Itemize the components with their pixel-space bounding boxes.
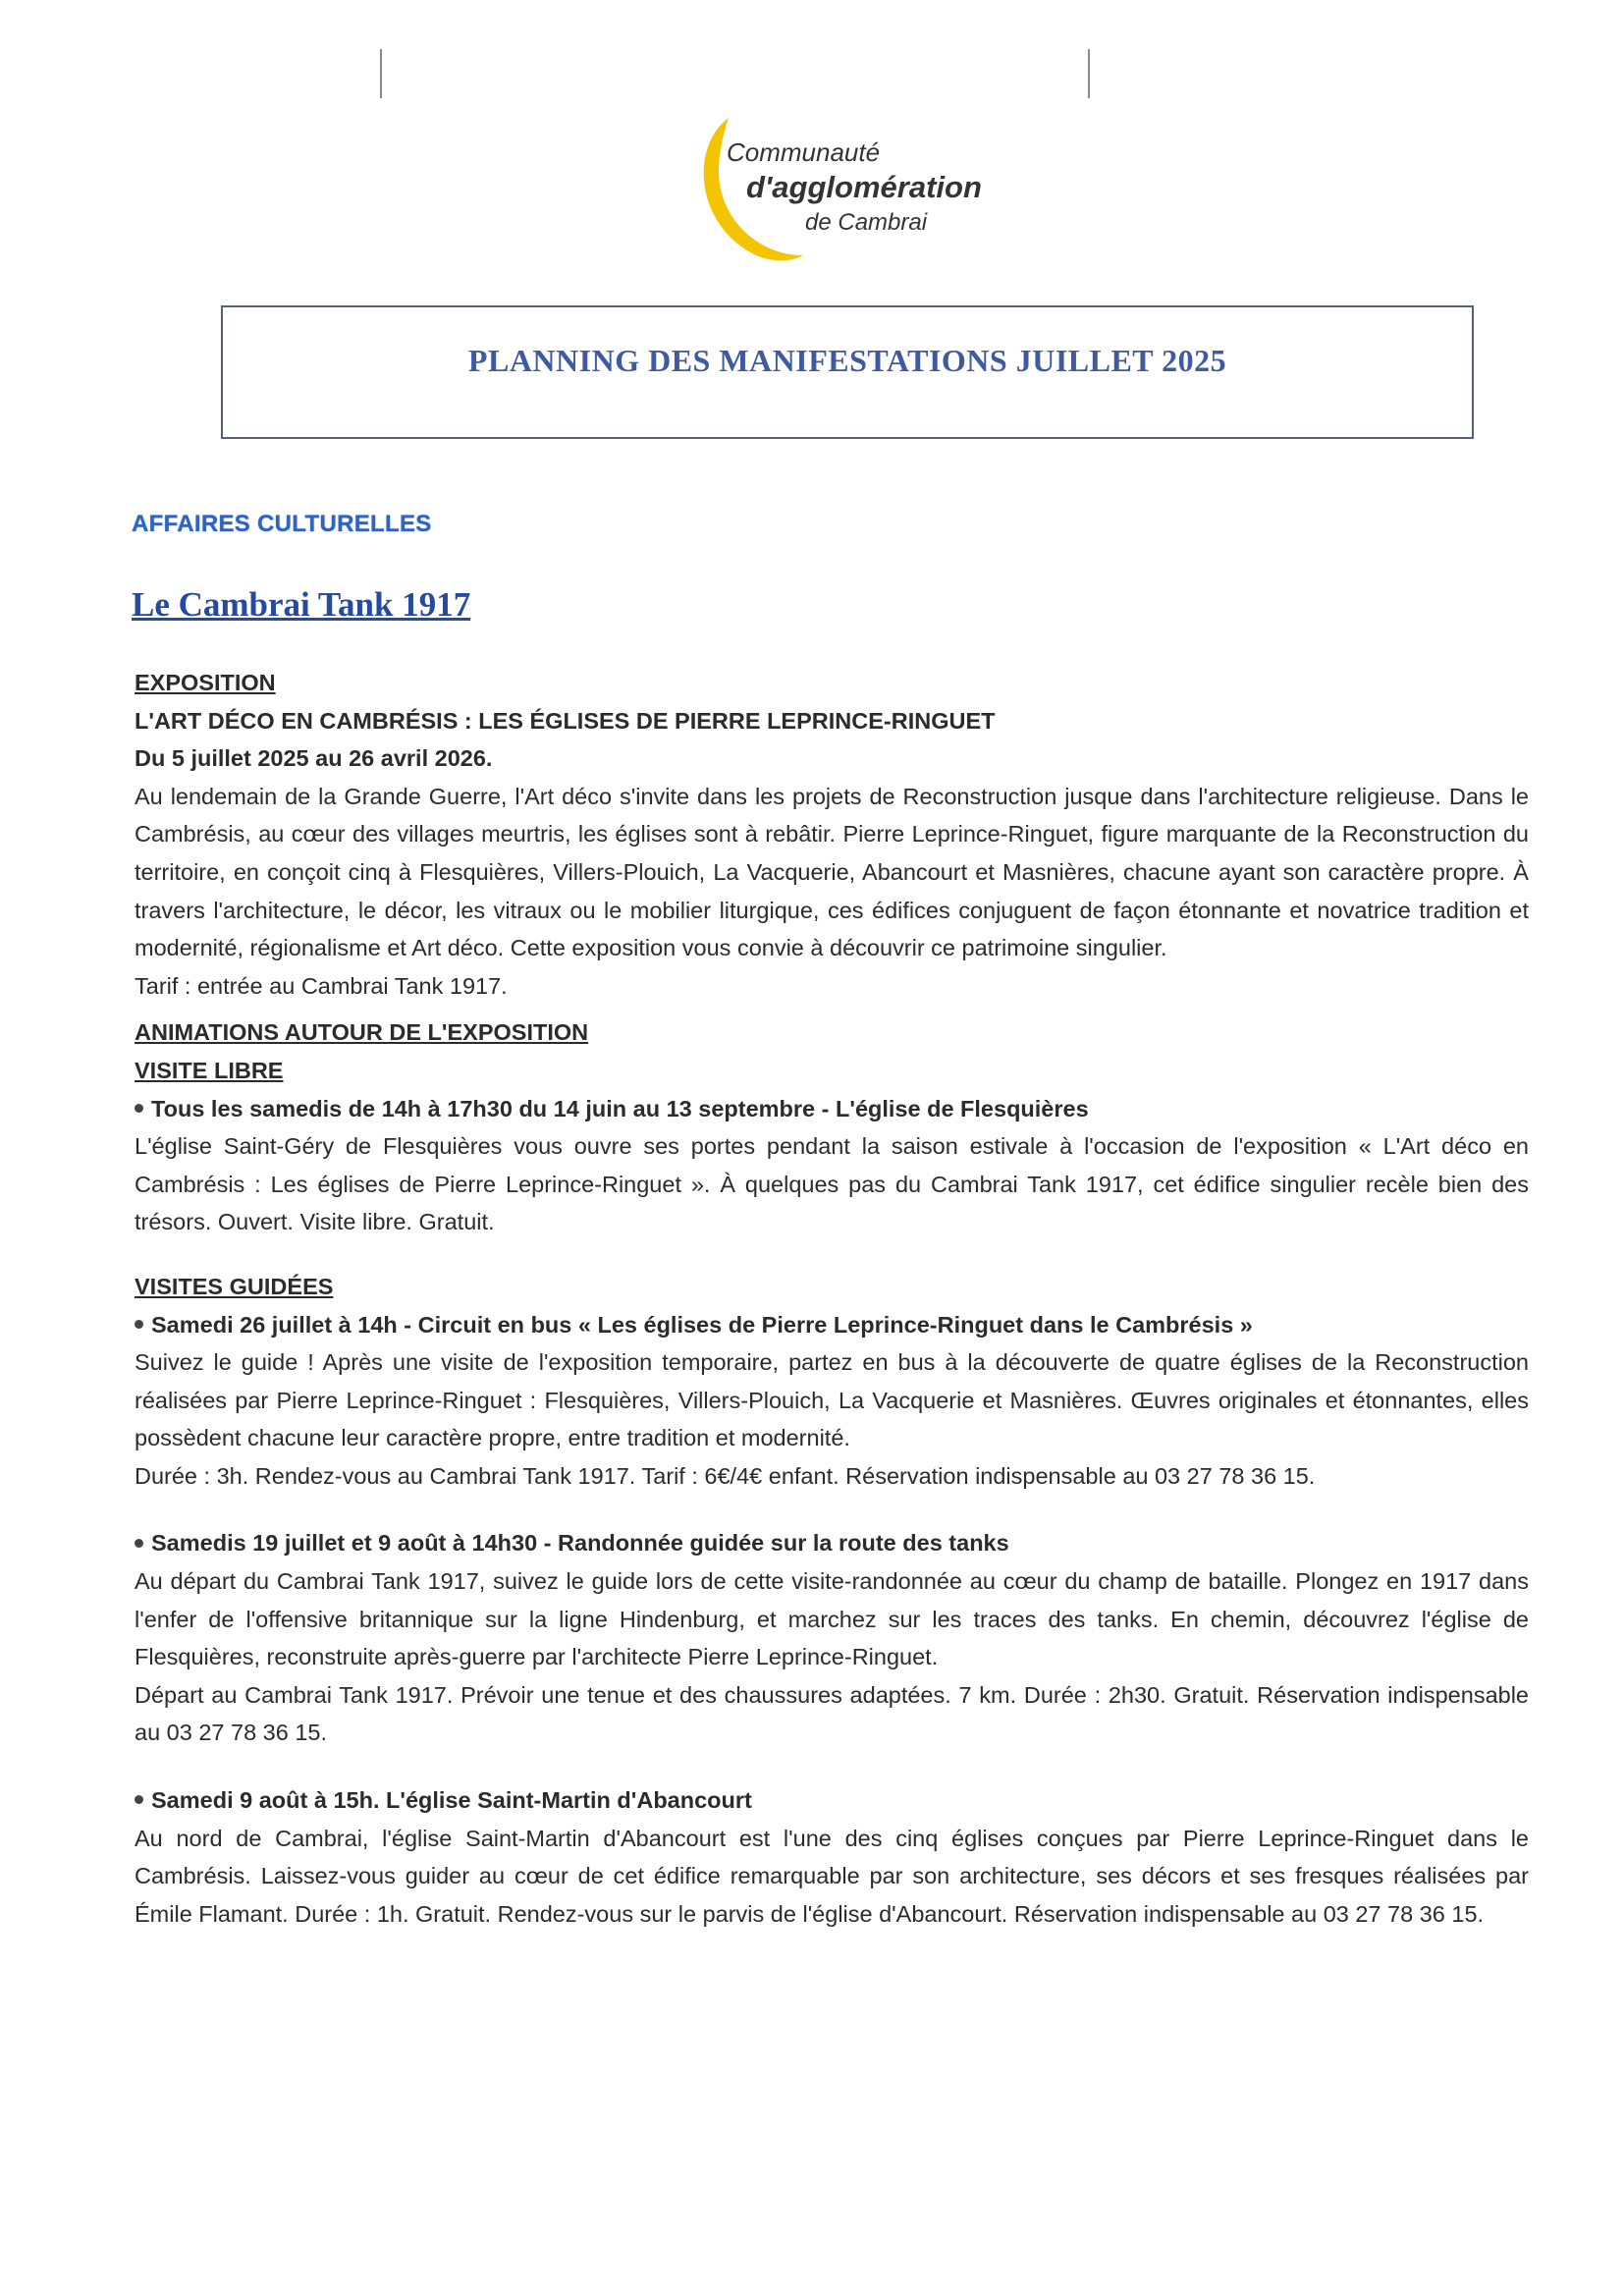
event-title (135, 1306, 1529, 1344)
bullet-icon (135, 1795, 143, 1804)
visite-libre-title-text: Tous les samedis de 14h à 17h30 du 14 juin au 13 septembre - L'église de Flesquières (151, 1095, 1089, 1121)
exposition-tarif: Tarif : entrée au Cambrai Tank 1917. (135, 972, 508, 999)
event-title (135, 1781, 1529, 1820)
animations-heading: ANIMATIONS AUTOUR DE L'EXPOSITION (135, 1019, 589, 1046)
margin-mark-left (380, 49, 382, 98)
exposition-dates: Du 5 juillet 2025 au 26 avril 2026. (135, 745, 493, 772)
event-title-text: Samedi 9 août à 15h. L'église Saint-Martin d'Abancourt (151, 1787, 752, 1814)
event-info: Départ au Cambrai Tank 1917. Prévoir une tenue et des chaussures adaptées. 7 km. Durée : 2h30. Gratuit. Réservation indispensable au 03 27 78 36 15. (135, 1681, 1529, 1746)
margin-mark-right (1088, 49, 1090, 98)
event-text: Suivez le guide ! Après une visite de l'exposition temporaire, partez en bus à la découverte de quatre églises de la Reconstruction réalisées par Pierre Leprince-Ringuet : Flesquières, Villers-Plouich, La Vacquerie et Masnières. Œuvres originales et étonnantes, elles possèdent chacune leur caractère propre, entre tradition et modernité. (135, 1349, 1529, 1451)
section-heading: AFFAIRES CULTURELLES (132, 511, 432, 537)
event-title-text: Samedis 19 juillet et 9 août à 14h30 - Randonnée guidée sur la route des tanks (151, 1530, 1009, 1557)
exposition-label: EXPOSITION (135, 670, 276, 695)
event-text: Au départ du Cambrai Tank 1917, suivez le guide lors de cette visite-randonnée au cœur du champ de bataille. Plongez en 1917 dans l'enfer de l'offensive britannique sur la ligne Hindenburg, et marchez sur les traces des tanks. En chemin, découvrez l'église de Flesquières, reconstruite après-guerre par l'architecte Pierre Leprince-Ringuet. (135, 1568, 1529, 1670)
logo-line-1: Communauté (727, 137, 881, 167)
logo-line-2: d'agglomération (746, 170, 982, 204)
event-title (135, 1524, 1529, 1562)
visites-guidees-label: VISITES GUIDÉES (135, 1273, 334, 1299)
exposition-description: Au lendemain de la Grande Guerre, l'Art déco s'invite dans les projets de Reconstruction jusque dans l'architecture religieuse. Dans le Cambrésis, au cœur des villages meurtris, les églises sont à rebâtir. Pierre Leprince-Ringuet, figure marquante de la Reconstruction du territoire, en conçoit cinq à Flesquières, Villers-Plouich, La Vacquerie, Abancourt et Masnières, chacune ayant son caractère propre. À travers l'architecture, le décor, les vitraux ou le mobilier liturgique, ces édifices conjuguent de façon étonnante et novatrice tradition et modernité, régionalisme et Art déco. Cette exposition vous convie à découvrir ce patrimoine singulier. (135, 783, 1529, 961)
page-title: PLANNING DES MANIFESTATIONS JUILLET 2025 (467, 343, 1227, 378)
visite-libre-text: L'église Saint-Géry de Flesquières vous ouvre ses portes pendant la saison estivale à l'occasion de l'exposition « L'Art déco en Cambrésis : Les églises de Pierre Leprince-Ringuet ». À quelques pas du Cambrai Tank 1917, cet édifice singulier recèle bien des trésors. Ouvert. Visite libre. Gratuit. (135, 1133, 1529, 1235)
title-box (221, 305, 1474, 439)
logo-line-3: de Cambrai (805, 209, 928, 236)
bullet-icon (135, 1320, 143, 1329)
visite-libre-label: VISITE LIBRE (135, 1057, 284, 1083)
visite-libre-title (135, 1090, 1529, 1128)
venue-heading: Le Cambrai Tank 1917 (132, 585, 471, 624)
event-info: Durée : 3h. Rendez-vous au Cambrai Tank 1917. Tarif : 6€/4€ enfant. Réservation indispensable au 03 27 78 36 15. (135, 1462, 1316, 1489)
logo (687, 108, 1001, 265)
bullet-icon (135, 1539, 143, 1548)
event-text: Au nord de Cambrai, l'église Saint-Martin d'Abancourt est l'une des cinq églises conçues par Pierre Leprince-Ringuet dans le Cambrésis. Laissez-vous guider au cœur de cet édifice remarquable par son architecture, ses décors et ses fresques réalisées par Émile Flamant. Durée : 1h. Gratuit. Rendez-vous sur le parvis de l'église d'Abancourt. Réservation indispensable au 03 27 78 36 15. (135, 1825, 1529, 1927)
event-title-text: Samedi 26 juillet à 14h - Circuit en bus « Les églises de Pierre Leprince-Ringuet dans le Cambrésis » (151, 1311, 1253, 1338)
exposition-name: L'ART DÉCO EN CAMBRÉSIS : LES ÉGLISES DE PIERRE LEPRINCE-RINGUET (135, 707, 996, 734)
bullet-icon (135, 1104, 143, 1113)
content (135, 664, 1529, 1933)
